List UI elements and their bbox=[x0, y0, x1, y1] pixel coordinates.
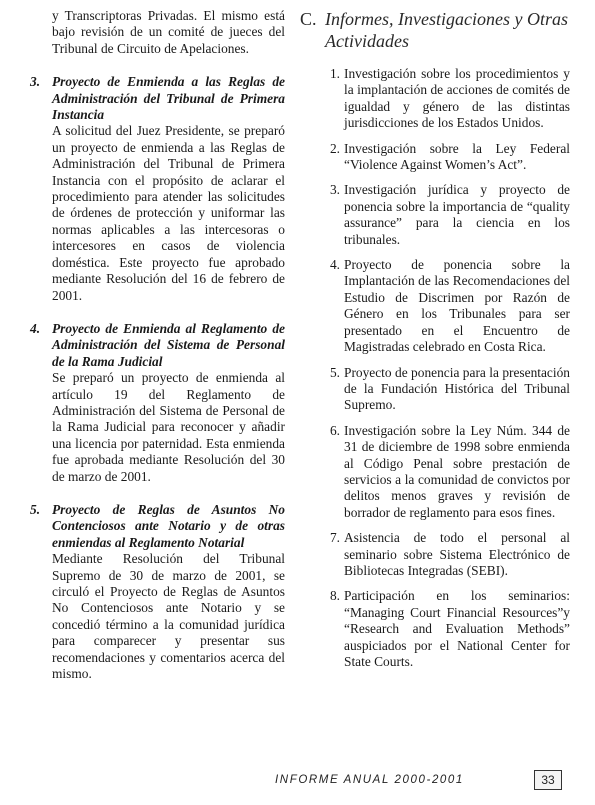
item-body: Mediante Resolución del Tribunal Supremo de 30 de marzo de 2001, se circuló el Proyecto de Reglas de Asuntos No Contenciosos ante Notario y se concedió término a la comunidad jurídica para comparecer y presentar sus recomendaciones y comentarios acerca del mismo. bbox=[52, 551, 285, 682]
item-number: 3. bbox=[30, 74, 41, 90]
section-title: Informes, Investigaciones y Otras Actividades bbox=[325, 9, 568, 51]
continuation-text: y Transcriptoras Privadas. El mismo está bajo revisión de un comité de jueces del Tribunal de Circuito de Apelaciones. bbox=[52, 8, 285, 56]
item-content bbox=[52, 502, 285, 682]
item-text: Investigación jurídica y proyecto de ponencia sobre la importancia de “quality assurance” para la ciencia en los tribunales. bbox=[344, 182, 570, 247]
list-item bbox=[322, 66, 570, 132]
list-item bbox=[322, 141, 570, 174]
list-item bbox=[322, 423, 570, 521]
item-content bbox=[52, 321, 285, 485]
item-number: 5. bbox=[30, 501, 41, 517]
page-number: 33 bbox=[534, 770, 562, 790]
list-item bbox=[322, 588, 570, 670]
item-content bbox=[52, 74, 285, 304]
section-letter: C. bbox=[300, 9, 317, 29]
item-number: 1. bbox=[329, 66, 340, 81]
item-text: Asistencia de todo el personal al seminario sobre Sistema Electrónico de Bibliotecas Integradas (SEBI). bbox=[344, 530, 570, 578]
item-text: Investigación sobre la Ley Núm. 344 de 31 de diciembre de 1998 sobre enmienda al Código Penal sobre prestación de servicios a la comunidad de convictos por delitos menos graves y revisión de borrador de reglamento para esos fines. bbox=[344, 422, 570, 520]
right-column bbox=[300, 8, 570, 679]
item-number: 7. bbox=[329, 530, 340, 546]
item-number: 8. bbox=[329, 588, 340, 604]
list-item bbox=[30, 501, 285, 682]
item-title: Proyecto de Reglas de Asuntos No Contenciosos ante Notario y de otras enmiendas al Reglamento Notarial bbox=[52, 501, 285, 550]
item-number: 4. bbox=[30, 320, 41, 336]
item-text: Investigación sobre los procedimientos y la implantación de acciones de comités de igualdad y género de las distintas jurisdicciones de los Estados Unidos. bbox=[344, 66, 570, 131]
footer-label: INFORME ANUAL 2000-2001 bbox=[275, 774, 464, 786]
list-item bbox=[322, 182, 570, 248]
list-item bbox=[322, 257, 570, 355]
list-item bbox=[322, 365, 570, 414]
item-body: Se preparó un proyecto de enmienda al artículo 19 del Reglamento de Administración del Sistema de Personal de la Rama Judicial para reconocer y añadir una licencia por paternidad. Esta enmienda fue aprobada mediante Resolución del 30 de marzo de 2001. bbox=[52, 370, 285, 484]
list-item bbox=[30, 320, 285, 485]
item-text: Investigación sobre la Ley Federal “Violence Against Women’s Act”. bbox=[344, 140, 570, 173]
item-number: 6. bbox=[329, 422, 340, 438]
left-column bbox=[30, 8, 285, 682]
item-number: 5. bbox=[329, 364, 340, 380]
section-heading bbox=[300, 8, 570, 52]
item-body: A solicitud del Juez Presidente, se preparó un proyecto de enmienda a las Reglas de Administración del Tribunal de Primera Instancia con el propósito de aclarar el procedimiento para atender las solicitudes de órdenes de protección y uniformar las normas aplicables a las intercesoras o intercesores en casos de violencia doméstica. Este proyecto fue aprobado mediante Resolución del 16 de febrero de 2001. bbox=[52, 123, 285, 303]
item-text: Participación en los seminarios: “Managing Court Financial Resources”y “Research and Evaluation Methods” auspiciados por el National Center for State Courts. bbox=[344, 588, 570, 669]
item-text: Proyecto de ponencia sobre la Implantación de las Recomendaciones del Estudio de Discrimen por Razón de Género en los Tribunales para ser presentado en el Encuentro de Magistradas celebrado en Costa Rica. bbox=[344, 257, 570, 355]
item-number: 2. bbox=[329, 140, 340, 156]
item-number: 3. bbox=[329, 182, 340, 198]
item-title: Proyecto de Enmienda al Reglamento de Administración del Sistema de Personal de la Rama Judicial bbox=[52, 320, 285, 369]
list-item bbox=[30, 74, 285, 304]
list-item bbox=[322, 530, 570, 579]
item-title: Proyecto de Enmienda a las Reglas de Administración del Tribunal de Primera Instancia bbox=[52, 74, 285, 123]
item-number: 4. bbox=[329, 257, 340, 273]
item-text: Proyecto de ponencia para la presentación de la Fundación Histórica del Tribunal Supremo. bbox=[344, 364, 570, 413]
